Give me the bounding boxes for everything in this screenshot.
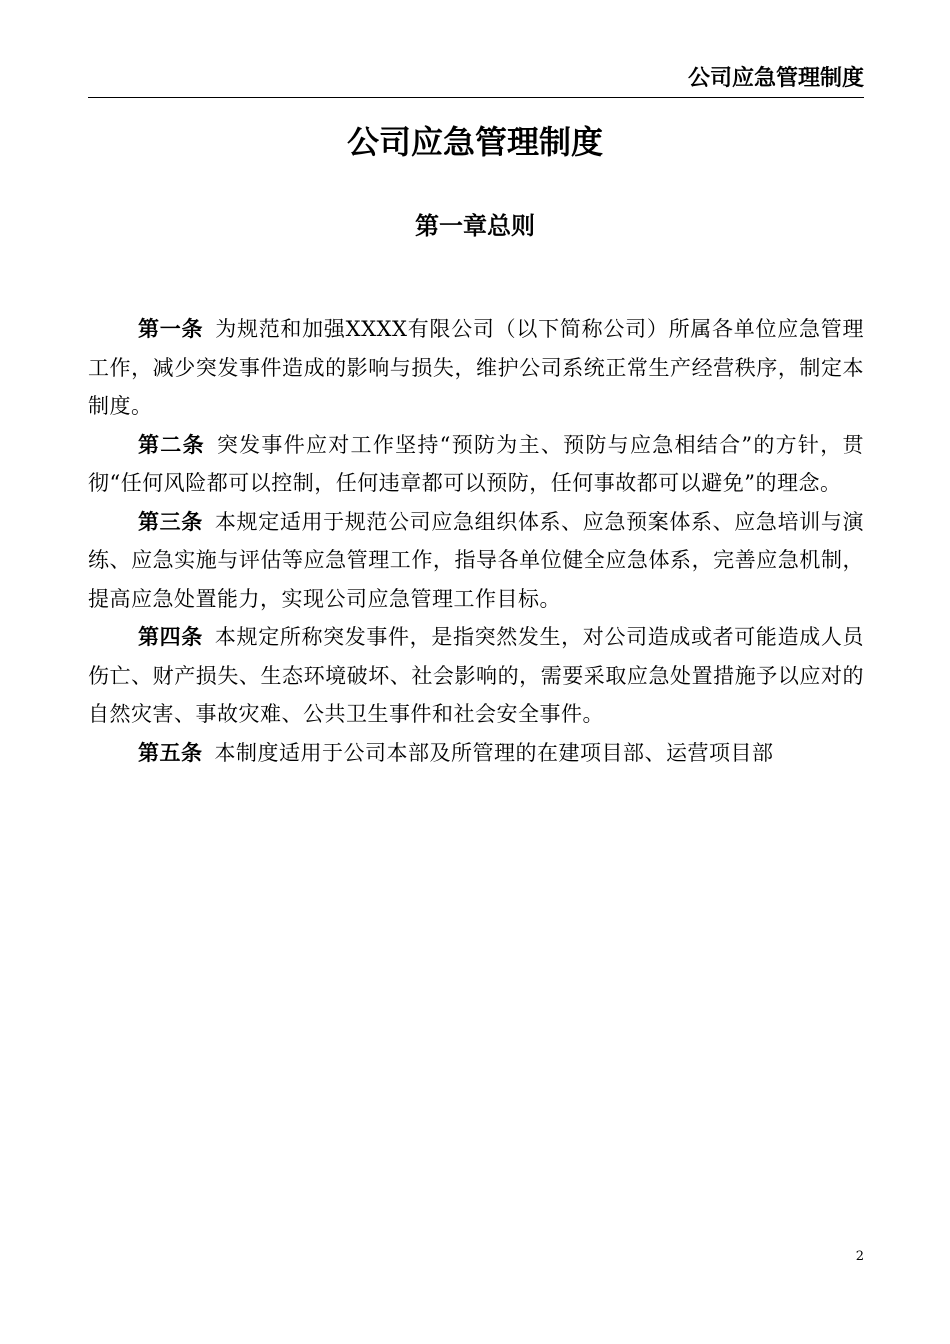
article-number: 第二条 [138, 432, 205, 457]
chapter-title: 第一章总则 [415, 212, 535, 240]
article-1 [88, 310, 864, 426]
document-title: 公司应急管理制度 [346, 123, 603, 161]
running-header [88, 64, 864, 98]
article-number: 第四条 [138, 625, 203, 649]
article-text: 本规定所称突发事件，是指突然发生，对公司造成或者可能造成人员伤亡、财产损失、生态环境破坏、社会影响的，需要采取应急处置措施予以应对的自然灾害、事故灾难、公共卫生事件和社会安全事件。 [88, 625, 864, 726]
article-text: 本制度适用于公司本部及所管理的在建项目部、运营项目部 [214, 740, 774, 765]
page-number: 2 [855, 1249, 864, 1264]
document-body [88, 310, 864, 772]
running-header-title: 公司应急管理制度 [687, 66, 864, 91]
article-2 [88, 426, 864, 503]
article-4 [88, 618, 864, 734]
article-text: 突发事件应对工作坚持“预防为主、预防与应急相结合”的方针，贯彻“任何风险都可以控制，任何违章都可以预防，任何事故都可以避免”的理念。 [88, 432, 864, 495]
article-5 [88, 734, 864, 773]
article-3 [88, 503, 864, 619]
article-number: 第五条 [138, 740, 203, 765]
article-text: 本规定适用于规范公司应急组织体系、应急预案体系、应急培训与演练、应急实施与评估等应急管理工作，指导各单位健全应急体系，完善应急机制，提高应急处置能力，实现公司应急管理工作目标。 [88, 509, 864, 611]
article-text: 为规范和加强XXXX有限公司（以下简称公司）所属各单位应急管理工作，减少突发事件造成的影响与损失，维护公司系统正常生产经营秩序，制定本制度。 [88, 317, 864, 418]
article-number: 第三条 [138, 509, 203, 534]
article-number: 第一条 [138, 317, 204, 341]
